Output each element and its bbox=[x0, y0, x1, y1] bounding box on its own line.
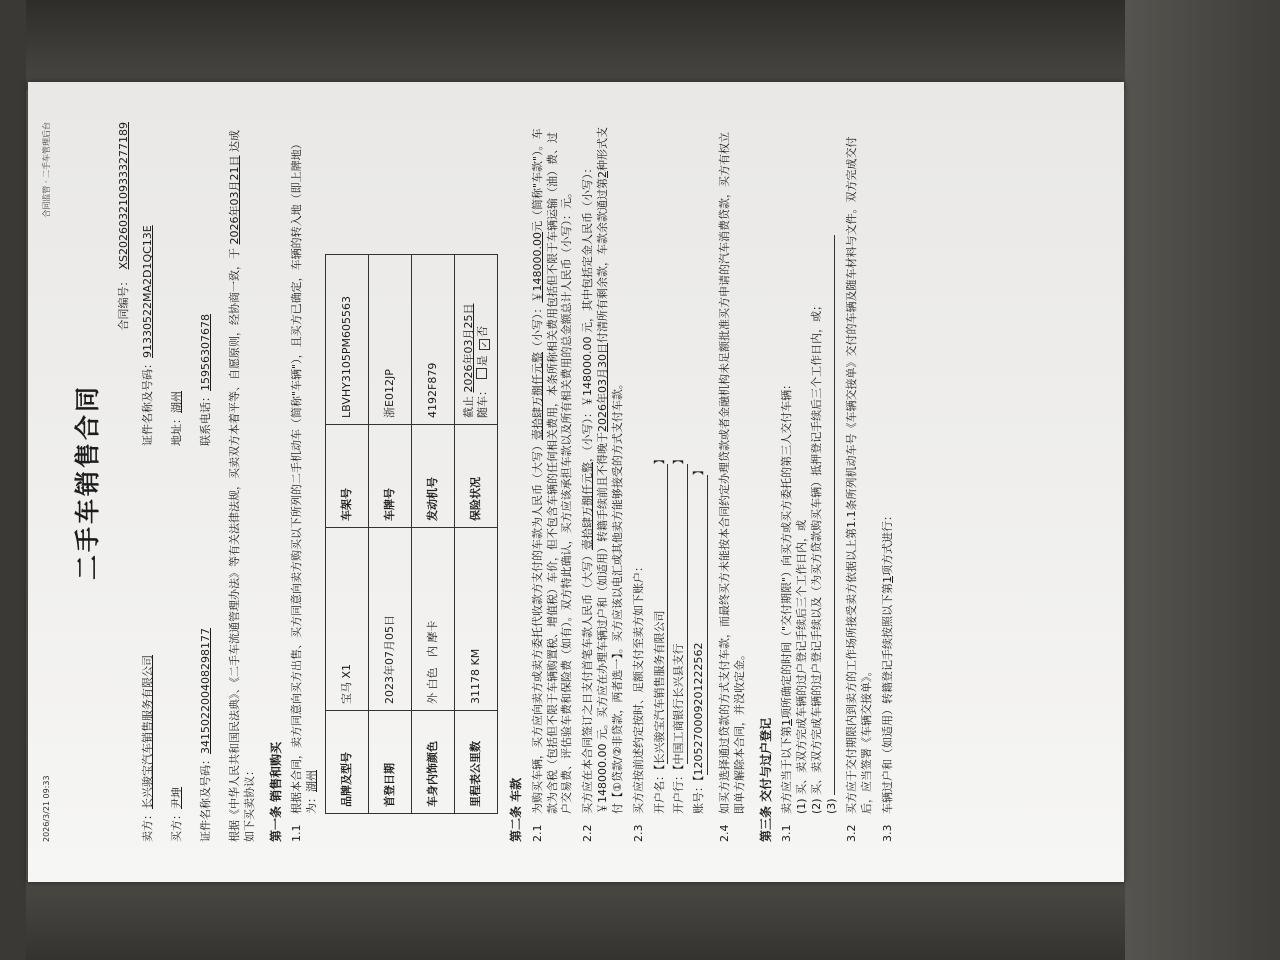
buyer-address: 湖州 bbox=[170, 391, 184, 413]
contract-number-value: XS2026032109333277189 bbox=[116, 122, 130, 270]
print-header bbox=[42, 122, 53, 842]
table-cell: 浙E012JP bbox=[369, 255, 412, 425]
buyer-id-label: 证件名称及号码： bbox=[199, 754, 213, 842]
buyer-label: 买方： bbox=[170, 809, 184, 842]
price-uppercase: 壹拾肆万捌仟元整 bbox=[530, 352, 544, 440]
clause-text: 如买方选择通过贷款的方式支付车款，而最终买方未能按本合同约定办理贷款或者金融机构未足额批准买方申请的汽车消费贷款，买方有权立即单方解除本合同，并没收定金。 bbox=[718, 132, 746, 814]
insurance-until-date: 2026年03月25日 bbox=[461, 303, 475, 393]
clause-number: 2.2 bbox=[581, 824, 595, 842]
clause-text: 项方式进行： bbox=[881, 510, 895, 576]
background-top bbox=[0, 0, 1280, 90]
contract-page bbox=[28, 82, 1124, 882]
clause-number: 3.3 bbox=[881, 824, 895, 842]
table-cell: LBVHY3105PM605563 bbox=[326, 255, 369, 425]
table-row bbox=[455, 255, 498, 814]
payment-method: 2 bbox=[596, 171, 610, 179]
delivery-option-1: (1) 买、卖双方完成车辆的过户登记手续后三个工作日内，或 bbox=[794, 519, 808, 814]
clause-text: 买方应在本合同签订之日支付首笔车款人民币（大写） bbox=[581, 550, 595, 814]
clause-text: 车辆过户和（如适用）转籍登记手续按照以下第 bbox=[881, 583, 895, 814]
checkbox-no[interactable]: ✓ bbox=[479, 339, 490, 350]
buyer-row bbox=[170, 122, 185, 842]
bracket-close: 】 bbox=[652, 453, 666, 465]
buyer-id-row bbox=[199, 122, 214, 842]
first-payment-uppercase: 壹拾肆万捌仟元整 bbox=[581, 462, 595, 550]
contract-photo bbox=[28, 82, 1124, 882]
with-car-label: 随车： bbox=[476, 385, 490, 418]
account-number-label: 账号：【 bbox=[692, 775, 706, 814]
seller-row bbox=[141, 122, 156, 842]
account-bank: 中国工商银行长兴县支行 bbox=[672, 465, 688, 765]
table-cell: 31178 KM bbox=[455, 528, 498, 711]
clause-text: 卖方应当于以下第 bbox=[779, 726, 793, 814]
clause-3-2 bbox=[845, 122, 875, 842]
clause-text: （小写）： bbox=[530, 302, 544, 352]
clause-2-3 bbox=[632, 122, 712, 842]
clause-text: 付清所有剩余款，车款余款通过第 bbox=[596, 178, 610, 344]
account-number: 1205270009201222562 bbox=[692, 476, 708, 776]
contract-number-label: 合同编号： bbox=[116, 275, 130, 331]
clause-2-2 bbox=[581, 122, 626, 842]
address-label: 地址： bbox=[170, 413, 184, 446]
delivery-option: 1 bbox=[779, 719, 793, 726]
clause-number: 2.4 bbox=[718, 824, 732, 842]
clause-text: ，（小写）：￥148000.00 元，其中包括定金人民币（小写）：￥148000.00 元。买方应在办理车辆过户和（如适用）转籍手续前且不得晚于 bbox=[581, 162, 610, 814]
preamble-date-month: 2026年03月 bbox=[227, 180, 241, 245]
delivery-option-3 bbox=[825, 122, 840, 814]
table-row bbox=[326, 255, 369, 814]
clause-3-1 bbox=[780, 122, 839, 842]
option-3-label: (3) bbox=[824, 798, 838, 814]
table-row bbox=[412, 255, 455, 814]
clause-number: 1.1 bbox=[289, 824, 303, 842]
section-1-title: 第一条 销售和购买 bbox=[268, 741, 283, 842]
clause-2-1 bbox=[531, 122, 576, 842]
bracket-close: 】 bbox=[692, 464, 706, 476]
seller-id: 91330522MA2D1QC13E bbox=[141, 225, 155, 358]
table-cell bbox=[412, 528, 455, 711]
table-header: 车牌号 bbox=[369, 425, 412, 528]
table-header: 品牌及型号 bbox=[326, 711, 369, 814]
vehicle-table bbox=[325, 254, 498, 814]
payment-deadline: 2026年03月30日 bbox=[596, 343, 610, 433]
clause-text: 种形式支付【①贷款/②非贷款，两者选一】。买方应该以电汇或其他卖方能够接受的方式支付车款。 bbox=[596, 127, 624, 814]
checkbox-yes-label: 是 bbox=[476, 355, 490, 367]
price-amount: ￥148000.00 bbox=[530, 232, 544, 303]
checkbox-no-label: 否 bbox=[476, 326, 490, 337]
buyer-phone: 15956307678 bbox=[199, 314, 213, 391]
preamble-text-end: 达成如下买卖协议： bbox=[227, 130, 256, 842]
table-header: 车身内饰颜色 bbox=[412, 711, 455, 814]
table-header: 车架号 bbox=[326, 425, 369, 528]
clause-2-4 bbox=[718, 122, 748, 842]
buyer-name: 尹坤 bbox=[170, 787, 184, 809]
seller-label: 卖方： bbox=[141, 809, 155, 842]
background-right bbox=[1125, 0, 1280, 960]
clause-3-3 bbox=[881, 122, 896, 842]
phone-label: 联系电话： bbox=[199, 391, 213, 446]
table-cell: 2023年07月05日 bbox=[369, 528, 412, 711]
clause-text: 买方应按前述约定按时、足额支付至卖方如下账户： bbox=[631, 561, 645, 814]
account-name: 长兴骏宝汽车销售服务有限公司 bbox=[653, 465, 669, 765]
buyer-id: 341502200408298177 bbox=[199, 628, 213, 754]
print-datetime: 2026/3/21 09:33 bbox=[42, 775, 51, 842]
background-bottom bbox=[0, 880, 1280, 960]
clause-1-1 bbox=[290, 122, 320, 842]
table-cell: 宝马 X1 bbox=[326, 528, 369, 711]
checkbox-yes[interactable] bbox=[476, 369, 487, 380]
bank-account bbox=[653, 122, 709, 814]
registration-place: 湖州 bbox=[304, 770, 318, 792]
table-row bbox=[369, 255, 412, 814]
bracket-close: 】 bbox=[672, 453, 686, 465]
clause-number: 2.3 bbox=[631, 824, 645, 842]
table-header: 首登日期 bbox=[369, 711, 412, 814]
preamble-text: 根据《中华人民共和国民法典》、《二手车流通管理办法》等有关法律法规，买卖双方本着平等、自愿原则，经协商一致，于 bbox=[227, 248, 241, 842]
exterior-color: 外 白色 bbox=[426, 667, 440, 704]
preamble-date-day: 21日 bbox=[227, 155, 241, 181]
table-cell: 4192F879 bbox=[412, 255, 455, 425]
total-amount: 元。 bbox=[560, 187, 574, 209]
insurance-until-label: 截止 bbox=[461, 396, 475, 418]
clause-number: 2.1 bbox=[530, 824, 544, 842]
delivery-option-2: (2) 买、卖双方完成车辆的过户登记手续以及（为买方贷款购买车辆）抵押登记手续后三个工作日内，或； bbox=[809, 299, 823, 814]
section-3-title: 第三条 交付与过户登记 bbox=[758, 717, 773, 842]
clause-number: 3.1 bbox=[779, 824, 793, 842]
clause-text: 项所确定的时间（"交付期限"）向买方或买方委托的第三人交付车辆： bbox=[779, 378, 793, 719]
interior-color: 内 摩卡 bbox=[426, 620, 440, 657]
table-cell bbox=[455, 255, 498, 425]
account-name-label: 开户名：【 bbox=[652, 764, 666, 814]
clause-text: 买方应于交付期限内到卖方的工作场所接受卖方依据以上第1.1条所列机动车号《车辆交接单》交付的车辆及随车材料与文件。双方完成交付后，应当签署《车辆交接单》。 bbox=[845, 136, 874, 814]
print-issuer: 合同监管 · 二手车管理后台 bbox=[42, 122, 51, 218]
clause-text: 为购买车辆，买方应向卖方或卖方委托代收款方支付的车款为人民币（大写） bbox=[530, 440, 544, 814]
seller-id-label: 证件名称及号码： bbox=[141, 358, 155, 446]
seller-name: 长兴骏宝汽车销售服务有限公司 bbox=[141, 655, 155, 809]
account-bank-label: 开户行：【 bbox=[672, 764, 686, 814]
table-header: 保险状况 bbox=[455, 425, 498, 528]
section-2-title: 第二条 车款 bbox=[509, 777, 524, 842]
background-left bbox=[0, 0, 26, 960]
table-header: 里程表公里数 bbox=[455, 711, 498, 814]
contract-title: 二手车销售合同 bbox=[72, 384, 102, 581]
preamble bbox=[228, 122, 258, 842]
clause-text: 元（简称"车款"）。车款为含税（包括但不限于车辆购置税、增值税）车价，但不包含车辆的任何相关费用，本条所称相关费用包括但不限于车辆运输（油）费、过户交易费、评估验车费和保险费（如有）。双方特此确认，买方应该承担车款以及所有相关费用的总金额总计人民币（小写）： bbox=[530, 128, 574, 814]
clause-text: 根据本合同，卖方同意向买方出售、买方同意向卖方购买以下所列的二手机动车（简称"车辆"），且买方已确定，车辆的转入地（即上牌地）为： bbox=[289, 138, 318, 814]
contract-number bbox=[117, 122, 132, 842]
option-3-blank bbox=[834, 235, 835, 795]
transfer-option: 1 bbox=[881, 576, 895, 583]
table-header: 发动机号 bbox=[412, 425, 455, 528]
clause-number: 3.2 bbox=[845, 824, 859, 842]
